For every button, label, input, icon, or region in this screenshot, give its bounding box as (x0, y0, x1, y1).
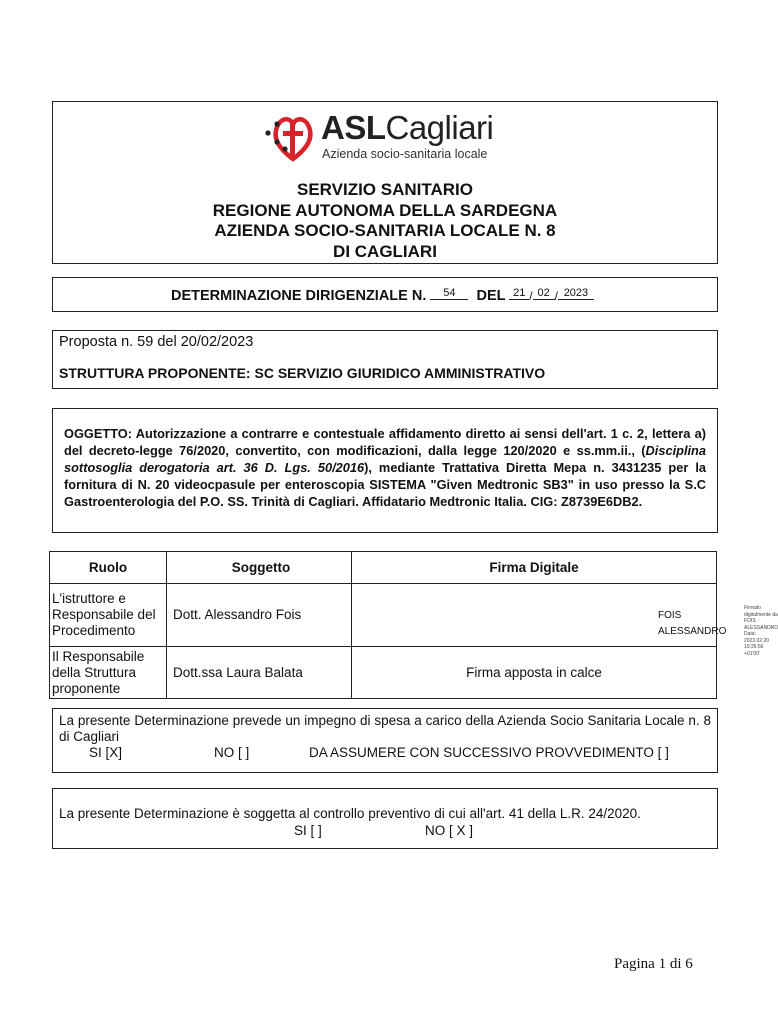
soggetto-cell: Dott. Alessandro Fois (167, 584, 352, 647)
table-row (50, 647, 717, 699)
date-sep: / (554, 289, 558, 303)
ruolo-line: Procedimento (52, 623, 136, 638)
proposta-box (52, 330, 718, 389)
oggetto-box (52, 408, 718, 533)
oggetto-italic: Disciplina sottosoglia derogatoria art. 36 D. Lgs. 50/2016 (64, 443, 706, 475)
ruolo-line: L'istruttore e (52, 591, 126, 606)
header-soggetto: Soggetto (167, 552, 352, 584)
ruolo-cell (50, 584, 167, 647)
signature-meta-line: ALESSANDRO (744, 624, 778, 631)
date-year: 2023 (558, 287, 594, 300)
page-number: Pagina 1 di 6 (614, 956, 693, 972)
controllo-si: SI [ ] (294, 823, 322, 838)
impegno-da-assumere: DA ASSUMERE CON SUCCESSIVO PROVVEDIMENTO [ ] (309, 745, 669, 760)
digital-signature (352, 595, 778, 657)
ruolo-line: della Struttura (52, 664, 137, 680)
impegno-spesa-box (52, 708, 718, 773)
impegno-text: La presente Determinazione prevede un impegno di spesa a carico della Azienda Socio Sanitaria Locale n. 8 di Cagliari (59, 713, 711, 744)
ruolo-cell (50, 647, 167, 699)
firma-cell (352, 584, 778, 657)
oggetto-part2: ), mediante Trattativa Diretta Mepa n. 3431235 per la fornitura di N. 20 videocpasule per enteroscopia SISTEMA "Given Medtronic SB3" in uso presso la S.C Gastroenterologia del P.O. SS. Trinità di Cagliari. Affidatario Medtronic Italia. CIG: Z8739E6DB2. (64, 460, 706, 509)
signature-meta (744, 605, 778, 657)
impegno-no: NO [ ] (214, 745, 250, 760)
roles-table (49, 551, 778, 699)
ruolo-line: Responsabile del (52, 607, 156, 622)
ruolo-line: Il Responsabile (52, 648, 145, 664)
proposta-text: Proposta n. 59 del 20/02/2023 (59, 334, 254, 350)
table-header-row (50, 552, 717, 584)
impegno-si: SI [X] (89, 745, 123, 760)
determinazione-number: 54 (430, 287, 468, 300)
determinazione-label: DETERMINAZIONE DIRIGENZIALE N. (171, 288, 427, 304)
controllo-text: La presente Determinazione è soggetta al controllo preventivo di cui all'art. 41 della L.R. 24/2020. (59, 806, 641, 821)
logo-brand-light: Cagliari (385, 109, 494, 146)
ruolo-line: proponente (52, 680, 121, 696)
signature-name: FOIS ALESSANDRO (658, 610, 727, 637)
document-header (52, 101, 718, 264)
header-firma: Firma Digitale (352, 552, 717, 584)
controllo-preventivo-box (52, 788, 718, 849)
logo-wordmark (321, 109, 493, 147)
controllo-no: NO [ X ] (425, 823, 474, 838)
signature-meta-line: Firmato digitalmente da FOIS (744, 605, 778, 624)
del-label: DEL (476, 288, 506, 304)
header-line: REGIONE AUTONOMA DELLA SARDEGNA (212, 200, 558, 220)
struttura-proponente: STRUTTURA PROPONENTE: SC SERVIZIO GIURIDICO AMMINISTRATIVO (59, 365, 546, 381)
oggetto-text (64, 425, 706, 510)
header-ruolo: Ruolo (50, 552, 167, 584)
signature-meta-line: Data: 2023.02.20 10:26:56 +01'00' (744, 631, 770, 657)
header-line: DI CAGLIARI (333, 241, 437, 261)
date-sep: / (529, 289, 533, 303)
date-month: 02 (533, 287, 555, 300)
oggetto-part1: OGGETTO: Autorizzazione a contrarre e contestuale affidamento diretto ai sensi dell'art. 1 c. 2, lettera a) del decreto-legge 76/2020, convertito, con modificazioni, dalla legge 120/2020 e ss.mm.ii., ( (64, 426, 706, 458)
table-row (50, 584, 717, 647)
asl-heart-cross-icon (263, 107, 319, 163)
logo-subtitle: Azienda socio-sanitaria locale (322, 147, 488, 161)
determinazione-box (52, 277, 718, 312)
header-titles (53, 180, 717, 262)
determinazione-line (171, 287, 594, 304)
header-line: SERVIZIO SANITARIO (296, 180, 473, 199)
header-line: AZIENDA SOCIO-SANITARIA LOCALE N. 8 (214, 221, 556, 240)
asl-cagliari-logo (263, 105, 503, 165)
firma-cell: Firma apposta in calce (352, 647, 717, 699)
date-day: 21 (509, 287, 529, 300)
soggetto-cell: Dott.ssa Laura Balata (167, 647, 352, 699)
logo-brand-bold: ASL (321, 109, 386, 146)
